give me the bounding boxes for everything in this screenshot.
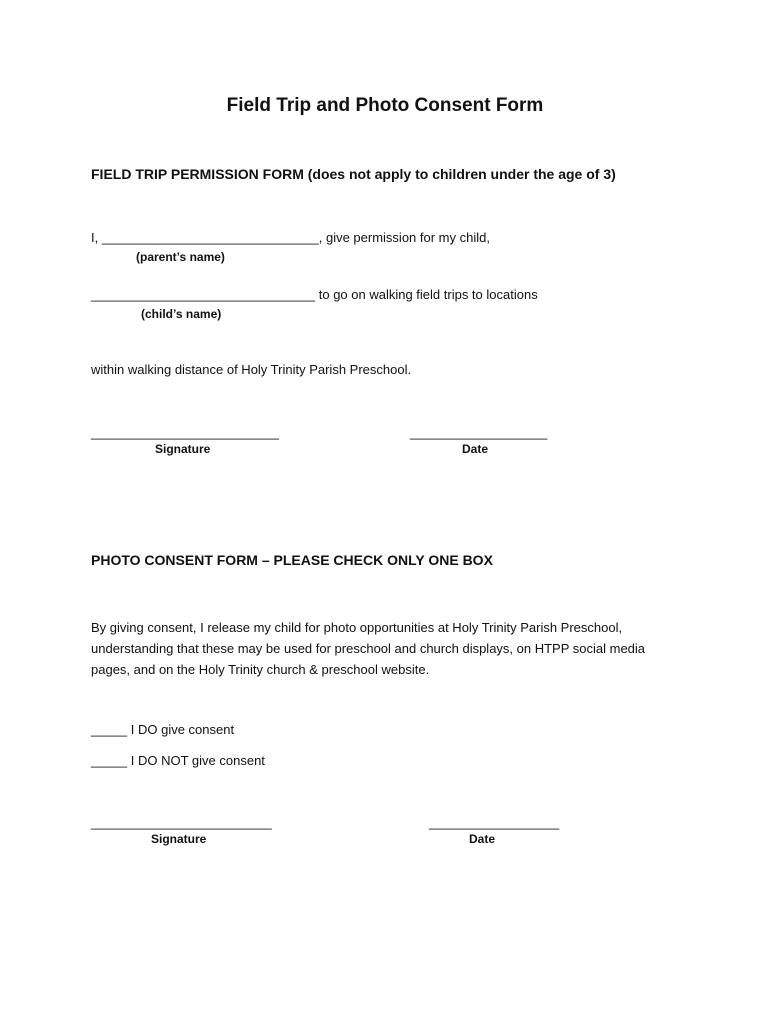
photo-consent-text-line-2: understanding that these may be used for preschool and church displays, on HTPP social media <box>91 641 646 656</box>
field-trip-heading: FIELD TRIP PERMISSION FORM (does not apply to children under the age of 3) <box>91 166 616 182</box>
photo-consent-heading: PHOTO CONSENT FORM – PLEASE CHECK ONLY ONE BOX <box>91 552 493 568</box>
consent-yes-option[interactable]: _____ I DO give consent <box>91 722 235 737</box>
child-name-label: (child’s name) <box>141 307 222 321</box>
field-trip-date-label: Date <box>462 442 489 456</box>
photo-signature-line[interactable]: _________________________ <box>91 815 272 830</box>
field-trip-signature-line[interactable]: __________________________ <box>91 425 279 440</box>
parent-name-label: (parent’s name) <box>136 250 225 264</box>
field-trip-text: within walking distance of Holy Trinity Parish Preschool. <box>91 362 412 377</box>
child-name-line[interactable]: _______________________________ to go on walking field trips to locations <box>91 287 538 302</box>
field-trip-date-line[interactable]: ___________________ <box>410 425 548 440</box>
photo-date-line[interactable]: __________________ <box>429 815 560 830</box>
page-title: Field Trip and Photo Consent Form <box>226 95 544 116</box>
field-trip-signature-label: Signature <box>155 442 211 456</box>
photo-signature-label: Signature <box>151 832 207 846</box>
photo-date-label: Date <box>469 832 496 846</box>
parent-name-line[interactable]: I, ______________________________, give permission for my child, <box>91 230 490 245</box>
photo-consent-text-line-1: By giving consent, I release my child for photo opportunities at Holy Trinity Parish Preschool, <box>91 620 623 635</box>
photo-consent-text-line-3: pages, and on the Holy Trinity church & preschool website. <box>91 662 430 677</box>
consent-no-option[interactable]: _____ I DO NOT give consent <box>91 753 265 768</box>
